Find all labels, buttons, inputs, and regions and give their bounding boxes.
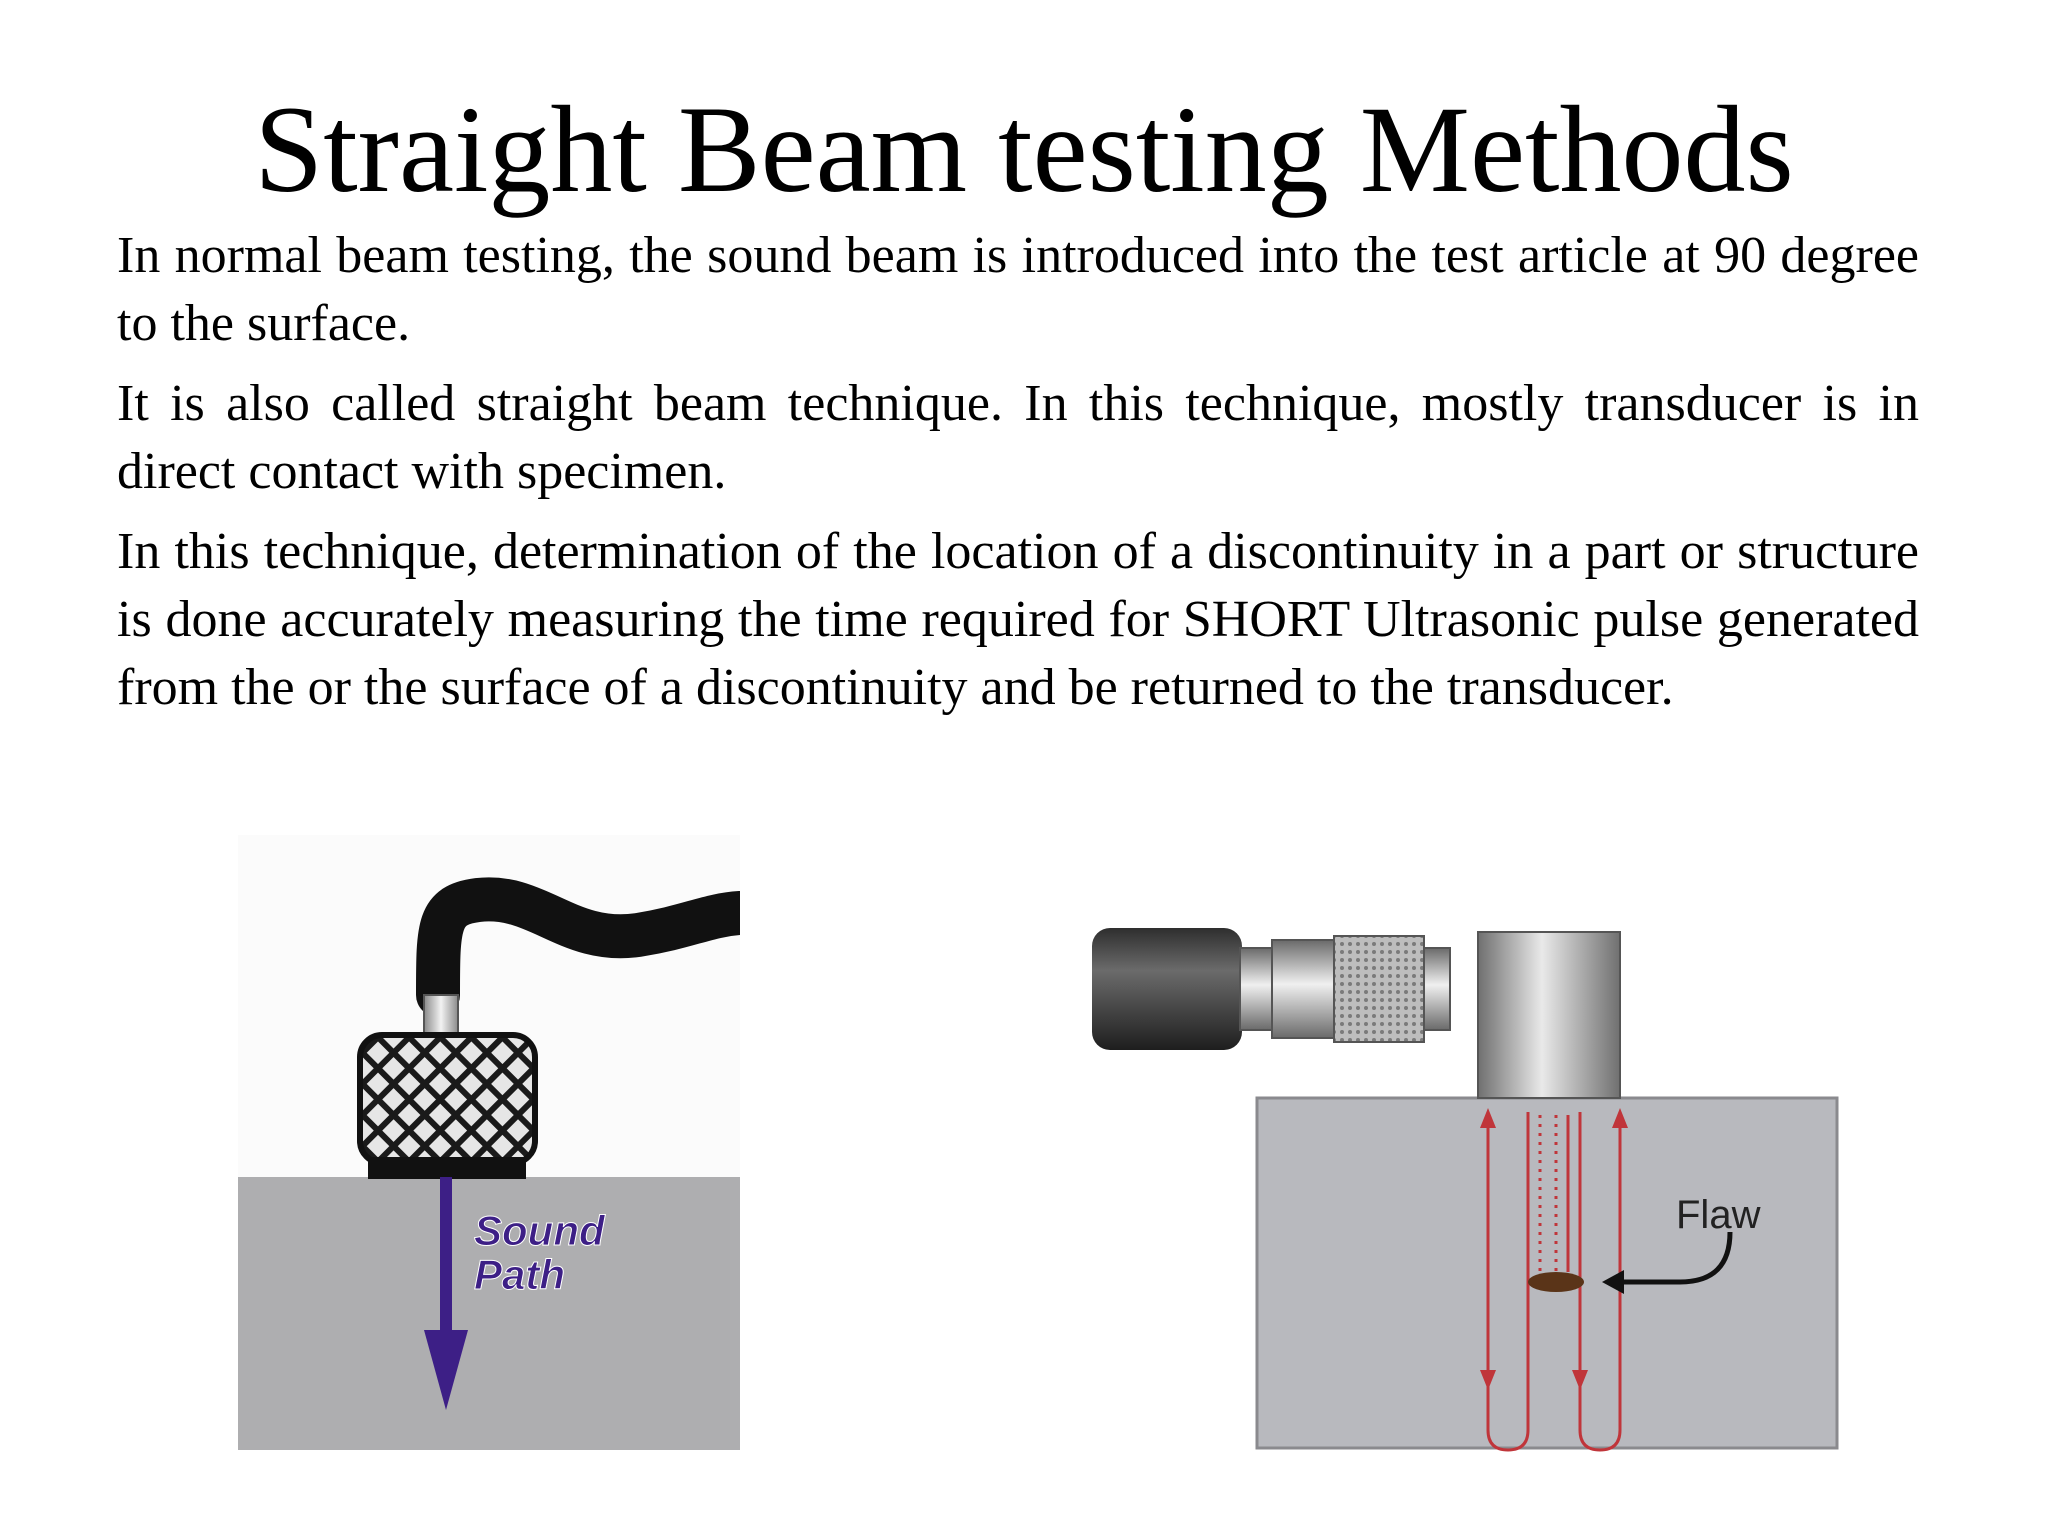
paragraph-straight-beam: It is also called straight beam technique. In this technique, mostly transducer is in direct contact with specimen. xyxy=(117,375,1919,500)
flaw-label: Flaw xyxy=(1676,1193,1761,1237)
path-label: Path xyxy=(474,1251,566,1298)
slide-title: Straight Beam testing Methods xyxy=(254,81,1794,218)
knurled-nut xyxy=(1334,936,1424,1042)
sound-path-illustration xyxy=(238,835,740,1450)
sound-label: Sound xyxy=(474,1207,605,1254)
connector-barrel xyxy=(1240,948,1272,1030)
transducer-cylinder xyxy=(1478,932,1620,1098)
flaw-detection-figure xyxy=(1090,900,1850,1475)
transducer xyxy=(360,1035,535,1179)
sound-path-figure xyxy=(238,835,740,1450)
flaw xyxy=(1528,1272,1584,1292)
flaw-detection-illustration xyxy=(1090,900,1850,1475)
paragraph-discontinuity: In this technique, determination of the location of a discontinuity in a part or structure is done accurately measuring the time required for SHORT Ultrasonic pulse generated from the or the surface of a discontinuity and be returned to the transducer. xyxy=(117,523,1919,716)
cable-plug xyxy=(1092,928,1242,1050)
paragraph-normal-beam: In normal beam testing, the sound beam is introduced into the test article at 90 degree to the surface. xyxy=(117,227,1919,352)
slide-body xyxy=(117,222,1919,734)
